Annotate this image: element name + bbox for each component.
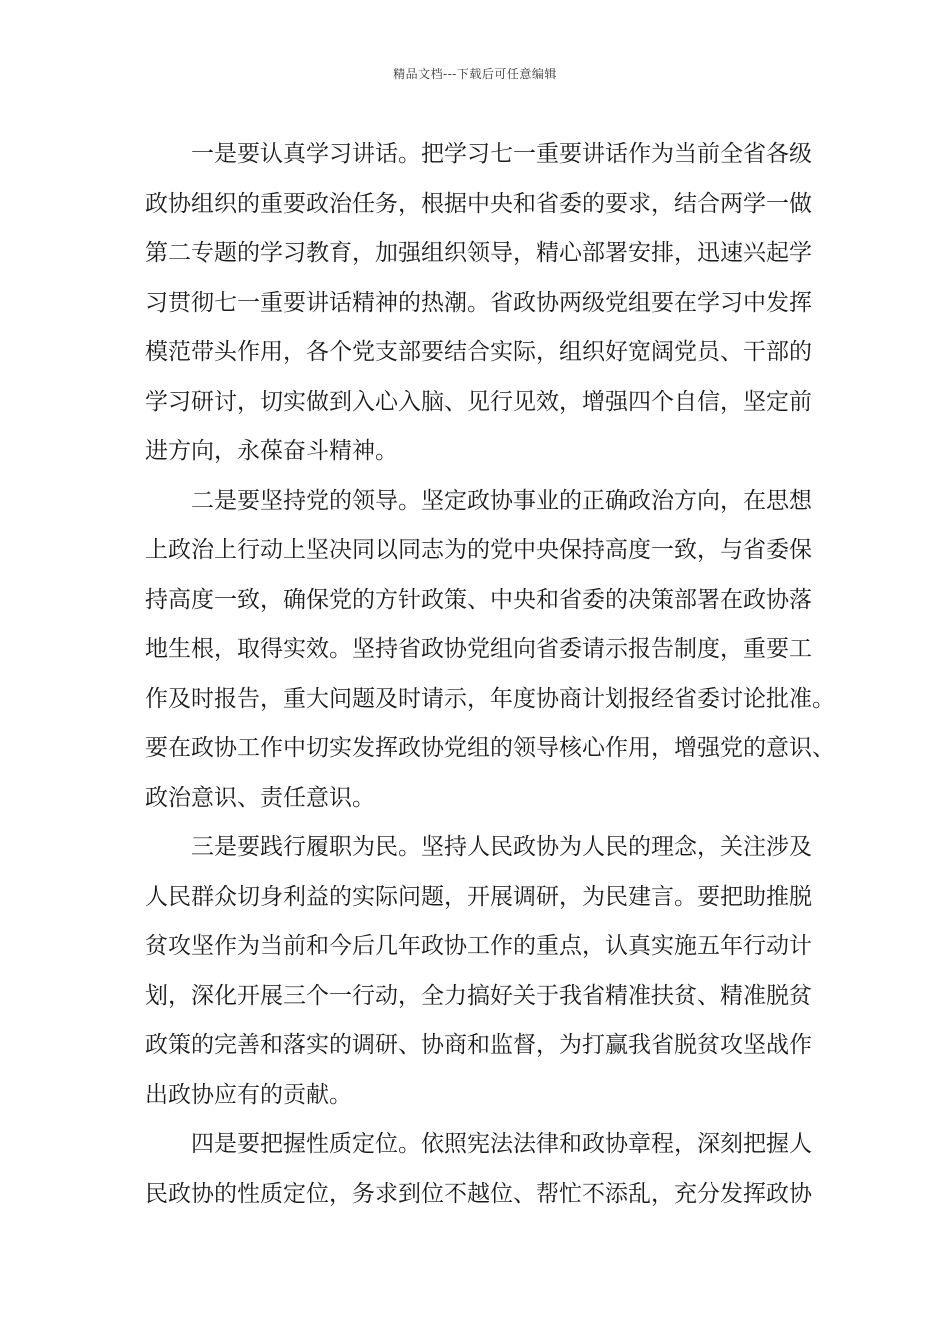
paragraph-line: 四是要把握性质定位。依照宪法法律和政协章程，深刻把握人 <box>191 1131 812 1157</box>
paragraph-line: 要在政协工作中切实发挥政协党组的领导核心作用，增强党的意识、 <box>145 735 835 761</box>
page-header: 精品文档---下载后可任意编辑 <box>393 67 557 81</box>
paragraph-line: 模范带头作用，各个党支部要结合实际，组织好宽阔党员、干部的 <box>145 339 812 365</box>
paragraph-line: 出政协应有的贡献。 <box>145 1081 352 1108</box>
paragraph-line: 习贯彻七一重要讲话精神的热潮。省政协两级党组要在学习中发挥 <box>145 289 812 316</box>
paragraph-line: 三是要践行履职为民。坚持人民政协为人民的理念，关注涉及 <box>191 834 812 860</box>
paragraph-4 <box>145 1120 825 1219</box>
paragraph-line: 上政治上行动上坚决同以同志为的党中央保持高度一致，与省委保 <box>145 537 812 563</box>
paragraph-1 <box>145 130 825 477</box>
paragraph-line: 进方向，永葆奋斗精神。 <box>145 438 398 464</box>
paragraph-line: 人民群众切身利益的实际问题，开展调研，为民建言。要把助推脱 <box>145 883 812 910</box>
paragraph-line: 第二专题的学习教育，加强组织领导，精心部署安排，迅速兴起学 <box>145 240 812 266</box>
paragraph-line: 学习研讨，切实做到入心入脑、见行见效，增强四个自信，坚定前 <box>145 388 812 415</box>
document-body <box>145 130 835 1219</box>
paragraph-line: 作及时报告，重大问题及时请示，年度协商计划报经省委讨论批准。 <box>145 685 835 712</box>
paragraph-3 <box>145 823 825 1120</box>
paragraph-line: 贫攻坚作为当前和今后几年政协工作的重点，认真实施五年行动计 <box>145 933 812 959</box>
paragraph-line: 政协组织的重要政治任务，根据中央和省委的要求，结合两学一做 <box>145 190 812 217</box>
paragraph-line: 持高度一致，确保党的方针政策、中央和省委的决策部署在政协落 <box>145 586 812 613</box>
paragraph-line: 政策的完善和落实的调研、协商和监督，为打赢我省脱贫攻坚战作 <box>145 1032 812 1058</box>
paragraph-line: 地生根，取得实效。坚持省政协党组向省委请示报告制度，重要工 <box>145 636 812 662</box>
paragraph-line: 二是要坚持党的领导。坚定政协事业的正确政治方向，在思想 <box>191 487 812 514</box>
paragraph-line: 划，深化开展三个一行动，全力搞好关于我省精准扶贫、精准脱贫 <box>145 982 812 1009</box>
paragraph-2 <box>145 477 835 824</box>
paragraph-line: 政治意识、责任意识。 <box>145 784 375 811</box>
paragraph-line: 民政协的性质定位，务求到位不越位、帮忙不添乱，充分发挥政协 <box>145 1180 812 1207</box>
paragraph-line: 一是要认真学习讲话。把学习七一重要讲话作为当前全省各级 <box>191 141 812 167</box>
